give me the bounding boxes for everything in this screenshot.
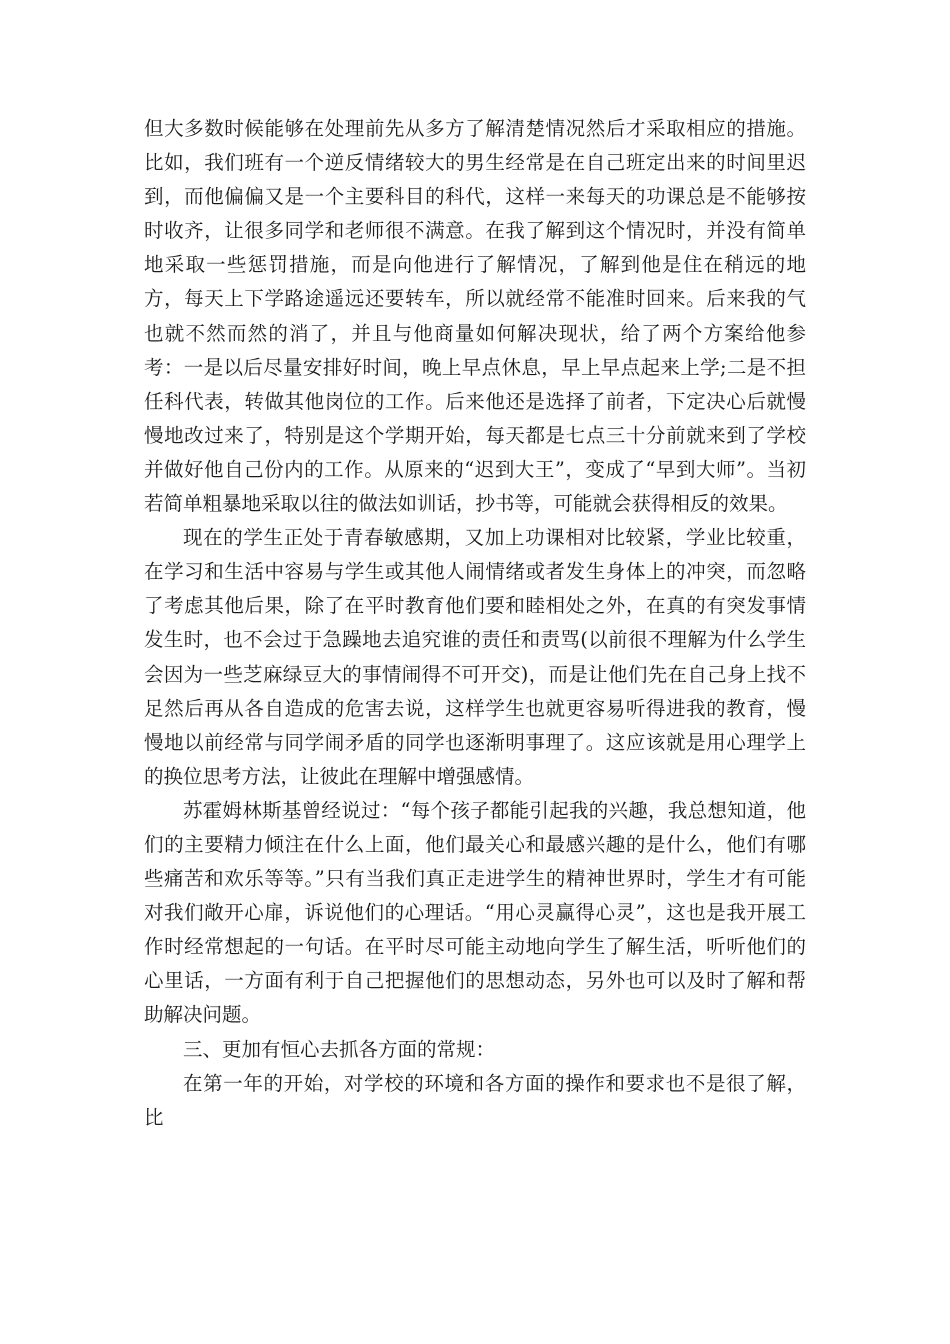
paragraph-first-year: 在第一年的开始，对学校的环境和各方面的操作和要求也不是很了解，比 <box>144 1071 806 1129</box>
section-heading-three: 三、更加有恒心去抓各方面的常规： <box>183 1037 496 1061</box>
paragraph-sukhomlinsky-quote: 苏霍姆林斯基曾经说过：“每个孩子都能引起我的兴趣，我总想知道，他们的主要精力倾注在什么上面，他们最关心和最感兴趣的是什么，他们有哪些痛苦和欢乐等等。”只有当我们真正走进学生的精神世界时，学生才有可能对我们敞开心扉，诉说他们的心理话。“用心灵赢得心灵”，这也是我开展工作时经常想起的一句话。在平时尽可能主动地向学生了解生活，听听他们的心里话，一方面有利于自己把握他们的思想动态，另外也可以及时了解和帮助解决问题。 <box>144 798 806 1027</box>
document-page <box>144 112 806 1135</box>
paragraph-student-conflicts: 现在的学生正处于青春敏感期，又加上功课相对比较紧，学业比较重，在学习和生活中容易与学生或其他人闹情绪或者发生身体上的冲突，而忽略了考虑其他后果，除了在平时教育他们要和睦相处之外，在真的有突发事情发生时，也不会过于急躁地去追究谁的责任和责骂(以前很不理解为什么学生会因为一些芝麻绿豆大的事情闹得不可开交)，而是让他们先在自己身上找不足然后再从各自造成的危害去说，这样学生也就更容易听得进我的教育，慢慢地以前经常与同学闹矛盾的同学也逐渐明事理了。这应该就是用心理学上的换位思考方法，让彼此在理解中增强感情。 <box>144 526 806 788</box>
paragraph-continuation: 但大多数时候能够在处理前先从多方了解清楚情况然后才采取相应的措施。比如，我们班有一个逆反情绪较大的男生经常是在自己班定出来的时间里迟到，而他偏偏又是一个主要科目的科代，这样一来每天的功课总是不能够按时收齐，让很多同学和老师很不满意。在我了解到这个情况时，并没有简单地采取一些惩罚措施，而是向他进行了解情况，了解到他是住在稍远的地方，每天上下学路途遥远还要转车，所以就经常不能准时回来。后来我的气也就不然而然的消了，并且与他商量如何解决现状，给了两个方案给他参考：一是以后尽量安排好时间，晚上早点休息，早上早点起来上学;二是不担任科代表，转做其他岗位的工作。后来他还是选择了前者，下定决心后就慢慢地改过来了，特别是这个学期开始，每天都是七点三十分前就来到了学校并做好他自己份内的工作。从原来的“迟到大王”，变成了“早到大师”。当初若简单粗暴地采取以往的做法如训话，抄书等，可能就会获得相反的效果。 <box>144 117 806 516</box>
